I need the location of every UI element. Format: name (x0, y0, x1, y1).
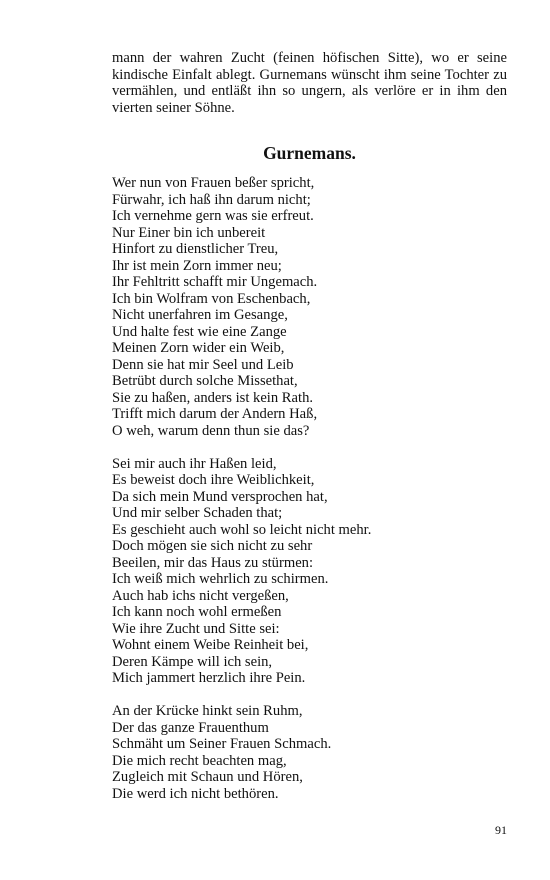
verse-line: Ich vernehme gern was sie erfreut. (112, 208, 314, 224)
verse-line: Hinfort zu dienstlicher Treu, (112, 241, 279, 257)
verse-line: Da sich mein Mund versprochen hat, (112, 488, 328, 505)
page-content (112, 50, 507, 819)
verse-line: Mich jammert herzlich ihre Pein. (112, 670, 306, 686)
verse-line: Beeilen, mir das Haus zu stürmen: (112, 554, 314, 571)
verse-line: Der das ganze Frauenthum (112, 719, 269, 736)
stanza-3 (112, 703, 507, 802)
verse-line: Denn sie hat mir Seel und Leib (112, 356, 294, 373)
verse-line: Die mich recht beachten mag, (112, 752, 287, 769)
verse-line: Betrübt durch solche Missethat, (112, 373, 298, 389)
stanza-1 (112, 175, 507, 439)
verse-line: Sie zu haßen, anders ist kein Rath. (112, 389, 314, 406)
verse-line: Nur Einer bin ich unbereit (112, 224, 266, 241)
verse-line: Ich weiß mich wehrlich zu schirmen. (112, 571, 329, 587)
verse-line: An der Krücke hinkt sein Ruhm, (112, 703, 303, 719)
verse-line: Ich kann noch wohl ermeßen (112, 604, 282, 620)
verse-line: Und mir selber Schaden that; (112, 505, 283, 521)
verse-line: Ihr Fehltritt schafft mir Ungemach. (112, 274, 318, 290)
verse-line: Schmäht um Seiner Frauen Schmach. (112, 736, 332, 752)
verse-line: Es beweist doch ihre Weiblichkeit, (112, 472, 315, 488)
verse-line: Deren Kämpe will ich sein, (112, 653, 273, 670)
verse-line: Wie ihre Zucht und Sitte sei: (112, 620, 280, 637)
verse-line: O weh, warum denn thun sie das? (112, 422, 310, 439)
verse-line: Sei mir auch ihr Haßen leid, (112, 455, 277, 472)
verse-line: Wohnt einem Weibe Reinheit bei, (112, 637, 309, 653)
verse-line: Zugleich mit Schaun und Hören, (112, 769, 303, 785)
page-number: 91 (495, 823, 507, 837)
verse-line: Ich bin Wolfram von Eschenbach, (112, 290, 311, 307)
section-heading: Gurnemans. (263, 143, 356, 163)
verse-line: Meinen Zorn wider ein Weib, (112, 340, 285, 356)
verse-line: Auch hab ichs nicht vergeßen, (112, 587, 289, 604)
verse-line: Fürwahr, ich haß ihn darum nicht; (112, 191, 311, 208)
stanza-2 (112, 456, 507, 687)
verse-line: Nicht unerfahren im Gesange, (112, 307, 288, 323)
verse-line: Die werd ich nicht bethören. (112, 785, 279, 802)
verse-line: Wer nun von Frauen beßer spricht, (112, 175, 315, 191)
verse-line: Doch mögen sie sich nicht zu sehr (112, 538, 313, 554)
verse-line: Es geschieht auch wohl so leicht nicht mehr. (112, 521, 372, 538)
verse-line: Und halte fest wie eine Zange (112, 323, 287, 340)
verse-line: Trifft mich darum der Andern Haß, (112, 406, 318, 422)
verse-line: Ihr ist mein Zorn immer neu; (112, 257, 282, 274)
intro-paragraph: mann der wahren Zucht (feinen höfischen Sitte), wo er seine kindische Einfalt ablegt. Gurnemans wünscht ihm seine Tochter zu vermählen, und entläßt ihn so ungern, als verlöre er in ihm den vierten seiner Söhne. (112, 50, 507, 116)
